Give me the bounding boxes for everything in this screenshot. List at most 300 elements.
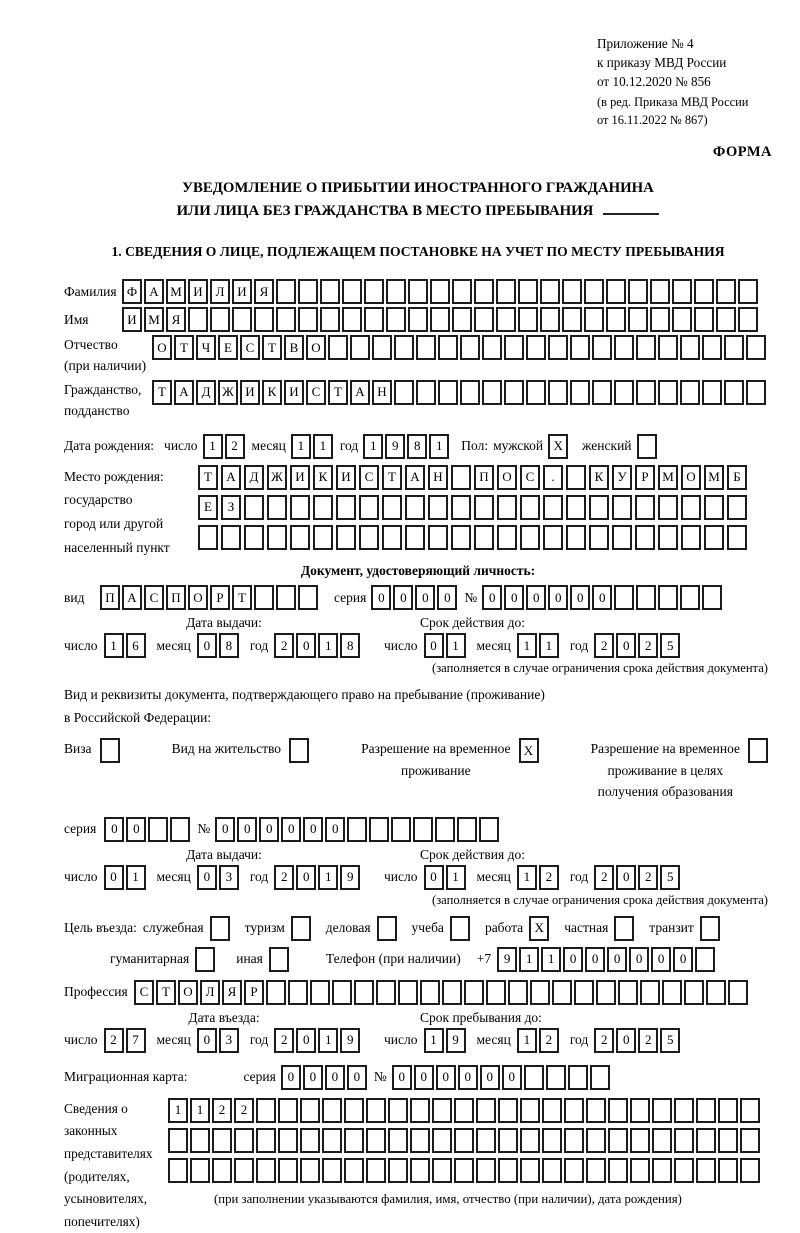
char-cell[interactable] <box>276 307 296 332</box>
char-cell[interactable] <box>476 1158 496 1183</box>
char-cell[interactable] <box>454 1158 474 1183</box>
char-cell[interactable] <box>386 307 406 332</box>
char-cell[interactable] <box>416 380 436 405</box>
char-cell[interactable] <box>543 525 563 550</box>
char-cell[interactable] <box>658 380 678 405</box>
char-cell[interactable] <box>347 817 367 842</box>
char-cell[interactable] <box>476 1128 496 1153</box>
char-cell[interactable] <box>460 380 480 405</box>
char-cell[interactable] <box>618 980 638 1005</box>
char-cell[interactable] <box>290 495 310 520</box>
char-cell[interactable] <box>290 525 310 550</box>
char-cell[interactable] <box>628 307 648 332</box>
char-cell[interactable] <box>504 380 524 405</box>
char-cell[interactable] <box>700 916 720 941</box>
char-cell[interactable]: 0 <box>126 817 146 842</box>
char-cell[interactable] <box>100 738 120 763</box>
char-cell[interactable]: К <box>262 380 282 405</box>
char-cell[interactable] <box>662 980 682 1005</box>
char-cell[interactable] <box>542 1158 562 1183</box>
char-cell[interactable]: 2 <box>594 1028 614 1053</box>
char-cell[interactable] <box>718 1128 738 1153</box>
char-cell[interactable]: К <box>589 465 609 490</box>
char-cell[interactable]: М <box>166 279 186 304</box>
char-cell[interactable] <box>570 335 590 360</box>
char-cell[interactable]: М <box>704 465 724 490</box>
char-cell[interactable] <box>681 525 701 550</box>
char-cell[interactable]: 0 <box>570 585 590 610</box>
char-cell[interactable] <box>405 495 425 520</box>
char-cell[interactable]: И <box>188 279 208 304</box>
char-cell[interactable] <box>300 1098 320 1123</box>
char-cell[interactable]: 1 <box>519 947 539 972</box>
char-cell[interactable] <box>451 525 471 550</box>
char-cell[interactable] <box>596 980 616 1005</box>
char-cell[interactable] <box>398 980 418 1005</box>
char-cell[interactable]: 2 <box>539 1028 559 1053</box>
char-cell[interactable] <box>716 279 736 304</box>
char-cell[interactable] <box>454 1098 474 1123</box>
char-cell[interactable] <box>636 585 656 610</box>
char-cell[interactable] <box>694 279 714 304</box>
char-cell[interactable]: С <box>306 380 326 405</box>
char-cell[interactable] <box>244 525 264 550</box>
char-cell[interactable] <box>614 916 634 941</box>
char-cell[interactable] <box>640 980 660 1005</box>
char-cell[interactable] <box>366 1128 386 1153</box>
char-cell[interactable] <box>256 1158 276 1183</box>
char-cell[interactable]: 8 <box>340 633 360 658</box>
char-cell[interactable] <box>498 1098 518 1123</box>
char-cell[interactable] <box>234 1158 254 1183</box>
char-cell[interactable]: 1 <box>424 1028 444 1053</box>
char-cell[interactable]: 2 <box>225 434 245 459</box>
char-cell[interactable]: С <box>240 335 260 360</box>
char-cell[interactable] <box>254 307 274 332</box>
char-cell[interactable]: 0 <box>215 817 235 842</box>
char-cell[interactable]: 5 <box>660 633 680 658</box>
char-cell[interactable]: И <box>290 465 310 490</box>
char-cell[interactable] <box>405 525 425 550</box>
char-cell[interactable] <box>546 1065 566 1090</box>
char-cell[interactable] <box>320 307 340 332</box>
char-cell[interactable]: 0 <box>651 947 671 972</box>
char-cell[interactable]: 9 <box>385 434 405 459</box>
char-cell[interactable] <box>382 495 402 520</box>
char-cell[interactable] <box>430 279 450 304</box>
char-cell[interactable] <box>694 307 714 332</box>
char-cell[interactable]: 2 <box>212 1098 232 1123</box>
char-cell[interactable]: 0 <box>197 865 217 890</box>
char-cell[interactable] <box>724 335 744 360</box>
char-cell[interactable] <box>497 495 517 520</box>
char-cell[interactable] <box>652 1098 672 1123</box>
char-cell[interactable] <box>382 525 402 550</box>
char-cell[interactable]: X <box>519 738 539 763</box>
char-cell[interactable]: Я <box>166 307 186 332</box>
char-cell[interactable]: 1 <box>190 1098 210 1123</box>
char-cell[interactable]: З <box>221 495 241 520</box>
char-cell[interactable] <box>589 525 609 550</box>
char-cell[interactable] <box>680 380 700 405</box>
char-cell[interactable]: 0 <box>482 585 502 610</box>
char-cell[interactable] <box>410 1158 430 1183</box>
char-cell[interactable] <box>359 525 379 550</box>
char-cell[interactable] <box>369 817 389 842</box>
char-cell[interactable]: 0 <box>237 817 257 842</box>
char-cell[interactable] <box>430 307 450 332</box>
char-cell[interactable]: 1 <box>291 434 311 459</box>
char-cell[interactable]: О <box>681 465 701 490</box>
char-cell[interactable]: Т <box>156 980 176 1005</box>
char-cell[interactable] <box>718 1158 738 1183</box>
char-cell[interactable]: 1 <box>363 434 383 459</box>
char-cell[interactable]: Я <box>222 980 242 1005</box>
char-cell[interactable]: 2 <box>274 1028 294 1053</box>
char-cell[interactable] <box>586 1158 606 1183</box>
char-cell[interactable] <box>420 980 440 1005</box>
char-cell[interactable]: 2 <box>638 633 658 658</box>
char-cell[interactable]: 0 <box>436 1065 456 1090</box>
char-cell[interactable]: 0 <box>371 585 391 610</box>
char-cell[interactable] <box>344 1158 364 1183</box>
char-cell[interactable] <box>542 1098 562 1123</box>
char-cell[interactable]: 9 <box>340 865 360 890</box>
char-cell[interactable]: 0 <box>393 585 413 610</box>
char-cell[interactable]: 0 <box>303 1065 323 1090</box>
char-cell[interactable]: 0 <box>281 1065 301 1090</box>
char-cell[interactable]: 0 <box>303 817 323 842</box>
char-cell[interactable] <box>377 916 397 941</box>
char-cell[interactable] <box>457 817 477 842</box>
char-cell[interactable] <box>322 1158 342 1183</box>
char-cell[interactable] <box>562 307 582 332</box>
char-cell[interactable]: 0 <box>504 585 524 610</box>
char-cell[interactable]: П <box>166 585 186 610</box>
char-cell[interactable]: 2 <box>234 1098 254 1123</box>
char-cell[interactable] <box>300 1158 320 1183</box>
char-cell[interactable]: 0 <box>414 1065 434 1090</box>
char-cell[interactable] <box>451 465 471 490</box>
char-cell[interactable]: И <box>284 380 304 405</box>
char-cell[interactable] <box>195 947 215 972</box>
char-cell[interactable]: О <box>188 585 208 610</box>
char-cell[interactable] <box>310 980 330 1005</box>
char-cell[interactable] <box>234 1128 254 1153</box>
char-cell[interactable] <box>452 279 472 304</box>
char-cell[interactable] <box>350 335 370 360</box>
char-cell[interactable]: 1 <box>318 633 338 658</box>
char-cell[interactable] <box>372 335 392 360</box>
char-cell[interactable] <box>652 1128 672 1153</box>
char-cell[interactable] <box>408 279 428 304</box>
char-cell[interactable]: 0 <box>563 947 583 972</box>
char-cell[interactable]: У <box>612 465 632 490</box>
char-cell[interactable]: А <box>350 380 370 405</box>
char-cell[interactable] <box>589 495 609 520</box>
char-cell[interactable]: Т <box>232 585 252 610</box>
char-cell[interactable]: Т <box>382 465 402 490</box>
char-cell[interactable] <box>740 1128 760 1153</box>
char-cell[interactable] <box>432 1158 452 1183</box>
char-cell[interactable] <box>524 1065 544 1090</box>
char-cell[interactable] <box>608 1098 628 1123</box>
char-cell[interactable] <box>590 1065 610 1090</box>
char-cell[interactable] <box>608 1128 628 1153</box>
char-cell[interactable]: М <box>144 307 164 332</box>
char-cell[interactable] <box>696 1158 716 1183</box>
char-cell[interactable] <box>313 495 333 520</box>
char-cell[interactable]: 2 <box>274 633 294 658</box>
char-cell[interactable]: А <box>122 585 142 610</box>
char-cell[interactable] <box>366 1158 386 1183</box>
char-cell[interactable]: 0 <box>616 1028 636 1053</box>
char-cell[interactable] <box>564 1158 584 1183</box>
char-cell[interactable] <box>464 980 484 1005</box>
char-cell[interactable]: 1 <box>168 1098 188 1123</box>
char-cell[interactable]: 9 <box>340 1028 360 1053</box>
char-cell[interactable]: 0 <box>197 1028 217 1053</box>
char-cell[interactable]: X <box>548 434 568 459</box>
char-cell[interactable] <box>612 495 632 520</box>
char-cell[interactable] <box>298 307 318 332</box>
char-cell[interactable]: 0 <box>392 1065 412 1090</box>
char-cell[interactable] <box>630 1098 650 1123</box>
char-cell[interactable] <box>695 947 715 972</box>
char-cell[interactable] <box>520 1158 540 1183</box>
char-cell[interactable]: А <box>144 279 164 304</box>
char-cell[interactable] <box>364 307 384 332</box>
char-cell[interactable]: 0 <box>616 633 636 658</box>
char-cell[interactable]: О <box>306 335 326 360</box>
char-cell[interactable] <box>540 307 560 332</box>
char-cell[interactable] <box>244 495 264 520</box>
char-cell[interactable] <box>482 380 502 405</box>
char-cell[interactable]: 6 <box>126 633 146 658</box>
char-cell[interactable]: Н <box>428 465 448 490</box>
char-cell[interactable] <box>612 525 632 550</box>
char-cell[interactable] <box>570 380 590 405</box>
char-cell[interactable] <box>300 1128 320 1153</box>
char-cell[interactable] <box>568 1065 588 1090</box>
char-cell[interactable]: П <box>100 585 120 610</box>
char-cell[interactable]: 1 <box>429 434 449 459</box>
char-cell[interactable] <box>364 279 384 304</box>
char-cell[interactable] <box>562 279 582 304</box>
char-cell[interactable] <box>438 335 458 360</box>
char-cell[interactable]: П <box>474 465 494 490</box>
char-cell[interactable]: 1 <box>541 947 561 972</box>
char-cell[interactable]: Т <box>262 335 282 360</box>
char-cell[interactable]: 0 <box>629 947 649 972</box>
char-cell[interactable] <box>212 1128 232 1153</box>
char-cell[interactable] <box>564 1128 584 1153</box>
char-cell[interactable] <box>416 335 436 360</box>
char-cell[interactable]: С <box>359 465 379 490</box>
char-cell[interactable]: Е <box>198 495 218 520</box>
char-cell[interactable]: 1 <box>539 633 559 658</box>
char-cell[interactable]: 1 <box>203 434 223 459</box>
char-cell[interactable]: 2 <box>104 1028 124 1053</box>
char-cell[interactable] <box>269 947 289 972</box>
char-cell[interactable]: В <box>284 335 304 360</box>
char-cell[interactable]: Ж <box>218 380 238 405</box>
char-cell[interactable] <box>650 307 670 332</box>
char-cell[interactable] <box>592 380 612 405</box>
char-cell[interactable]: 0 <box>296 865 316 890</box>
char-cell[interactable]: 1 <box>517 633 537 658</box>
char-cell[interactable] <box>474 307 494 332</box>
char-cell[interactable]: Т <box>174 335 194 360</box>
char-cell[interactable]: Т <box>152 380 172 405</box>
char-cell[interactable]: 1 <box>446 865 466 890</box>
char-cell[interactable] <box>696 1128 716 1153</box>
char-cell[interactable]: 0 <box>281 817 301 842</box>
char-cell[interactable] <box>674 1098 694 1123</box>
char-cell[interactable]: Д <box>196 380 216 405</box>
char-cell[interactable]: 0 <box>437 585 457 610</box>
char-cell[interactable] <box>278 1158 298 1183</box>
char-cell[interactable]: 0 <box>325 1065 345 1090</box>
char-cell[interactable] <box>298 585 318 610</box>
char-cell[interactable]: Я <box>254 279 274 304</box>
char-cell[interactable] <box>548 335 568 360</box>
char-cell[interactable]: К <box>313 465 333 490</box>
char-cell[interactable] <box>474 279 494 304</box>
char-cell[interactable] <box>614 335 634 360</box>
char-cell[interactable] <box>740 1158 760 1183</box>
char-cell[interactable]: 7 <box>126 1028 146 1053</box>
char-cell[interactable] <box>212 1158 232 1183</box>
char-cell[interactable] <box>718 1098 738 1123</box>
char-cell[interactable] <box>210 916 230 941</box>
char-cell[interactable] <box>486 980 506 1005</box>
char-cell[interactable] <box>566 525 586 550</box>
char-cell[interactable] <box>672 307 692 332</box>
char-cell[interactable] <box>636 335 656 360</box>
char-cell[interactable]: Р <box>210 585 230 610</box>
char-cell[interactable] <box>232 307 252 332</box>
char-cell[interactable] <box>497 525 517 550</box>
char-cell[interactable] <box>496 307 516 332</box>
char-cell[interactable] <box>322 1098 342 1123</box>
char-cell[interactable]: Н <box>372 380 392 405</box>
char-cell[interactable] <box>474 495 494 520</box>
char-cell[interactable] <box>684 980 704 1005</box>
char-cell[interactable] <box>746 380 766 405</box>
char-cell[interactable] <box>450 916 470 941</box>
char-cell[interactable] <box>518 307 538 332</box>
char-cell[interactable] <box>614 380 634 405</box>
char-cell[interactable]: Б <box>727 465 747 490</box>
char-cell[interactable] <box>518 279 538 304</box>
char-cell[interactable] <box>630 1128 650 1153</box>
char-cell[interactable] <box>748 738 768 763</box>
char-cell[interactable]: Ж <box>267 465 287 490</box>
char-cell[interactable] <box>526 335 546 360</box>
char-cell[interactable] <box>442 980 462 1005</box>
char-cell[interactable] <box>520 525 540 550</box>
char-cell[interactable] <box>288 980 308 1005</box>
char-cell[interactable] <box>658 335 678 360</box>
char-cell[interactable] <box>552 980 572 1005</box>
char-cell[interactable]: А <box>174 380 194 405</box>
char-cell[interactable] <box>170 817 190 842</box>
char-cell[interactable]: 0 <box>424 865 444 890</box>
char-cell[interactable]: Л <box>200 980 220 1005</box>
char-cell[interactable] <box>278 1098 298 1123</box>
char-cell[interactable]: 0 <box>259 817 279 842</box>
char-cell[interactable]: Р <box>635 465 655 490</box>
char-cell[interactable] <box>508 980 528 1005</box>
char-cell[interactable] <box>706 980 726 1005</box>
char-cell[interactable]: С <box>134 980 154 1005</box>
char-cell[interactable] <box>408 307 428 332</box>
char-cell[interactable]: 1 <box>446 633 466 658</box>
char-cell[interactable]: 2 <box>274 865 294 890</box>
char-cell[interactable] <box>586 1098 606 1123</box>
char-cell[interactable]: 0 <box>424 633 444 658</box>
char-cell[interactable] <box>432 1098 452 1123</box>
char-cell[interactable] <box>476 1098 496 1123</box>
char-cell[interactable] <box>210 307 230 332</box>
char-cell[interactable] <box>394 335 414 360</box>
char-cell[interactable] <box>276 279 296 304</box>
char-cell[interactable] <box>636 380 656 405</box>
char-cell[interactable]: 0 <box>458 1065 478 1090</box>
char-cell[interactable] <box>543 495 563 520</box>
char-cell[interactable] <box>410 1128 430 1153</box>
char-cell[interactable]: 0 <box>104 865 124 890</box>
char-cell[interactable] <box>188 307 208 332</box>
char-cell[interactable] <box>740 1098 760 1123</box>
char-cell[interactable]: С <box>520 465 540 490</box>
char-cell[interactable] <box>496 279 516 304</box>
char-cell[interactable]: 1 <box>318 1028 338 1053</box>
char-cell[interactable] <box>413 817 433 842</box>
char-cell[interactable]: И <box>336 465 356 490</box>
char-cell[interactable]: А <box>221 465 241 490</box>
char-cell[interactable] <box>672 279 692 304</box>
char-cell[interactable]: 9 <box>446 1028 466 1053</box>
char-cell[interactable]: И <box>232 279 252 304</box>
char-cell[interactable]: . <box>543 465 563 490</box>
char-cell[interactable] <box>520 1128 540 1153</box>
char-cell[interactable] <box>342 307 362 332</box>
char-cell[interactable] <box>727 495 747 520</box>
char-cell[interactable] <box>614 585 634 610</box>
char-cell[interactable] <box>584 307 604 332</box>
char-cell[interactable] <box>637 434 657 459</box>
char-cell[interactable] <box>190 1158 210 1183</box>
char-cell[interactable] <box>322 1128 342 1153</box>
char-cell[interactable] <box>498 1128 518 1153</box>
char-cell[interactable] <box>168 1158 188 1183</box>
char-cell[interactable] <box>674 1158 694 1183</box>
char-cell[interactable]: И <box>240 380 260 405</box>
char-cell[interactable] <box>606 307 626 332</box>
char-cell[interactable] <box>696 1098 716 1123</box>
char-cell[interactable] <box>376 980 396 1005</box>
char-cell[interactable]: 1 <box>318 865 338 890</box>
char-cell[interactable] <box>630 1158 650 1183</box>
char-cell[interactable] <box>168 1128 188 1153</box>
char-cell[interactable] <box>342 279 362 304</box>
char-cell[interactable]: 9 <box>497 947 517 972</box>
char-cell[interactable] <box>344 1098 364 1123</box>
char-cell[interactable] <box>391 817 411 842</box>
char-cell[interactable] <box>704 525 724 550</box>
